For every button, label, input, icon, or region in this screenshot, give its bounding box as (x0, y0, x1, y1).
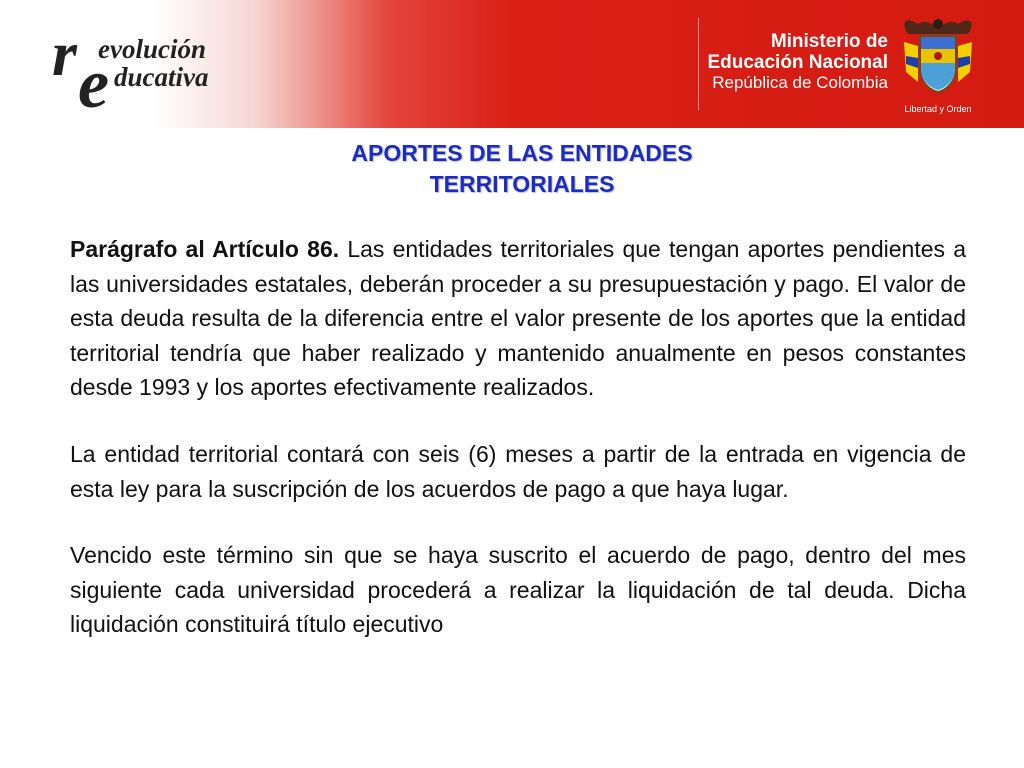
paragraph-2: La entidad territorial contará con seis (6) meses a partir de la entrada en vigencia de esta ley para la suscripción de los acuerdos de pago a que haya lugar. (70, 440, 966, 502)
paragraph-1 (70, 232, 966, 405)
revolucion-educativa-logo (52, 18, 272, 123)
slide-title (0, 138, 1024, 200)
slide-body (70, 232, 966, 674)
title-line-2: TERRITORIALES (429, 171, 615, 197)
title-line-1: APORTES DE LAS ENTIDADES (351, 140, 693, 166)
colombia-coat-of-arms-icon (898, 12, 978, 96)
header-divider (698, 18, 699, 110)
header-banner (0, 0, 1024, 128)
ministry-line-3: República de Colombia (712, 72, 888, 92)
crest-motto: Libertad y Orden (904, 104, 972, 114)
paragraph-1-heading: Parágrafo al Artículo 86. (70, 236, 340, 262)
paragraph-3: Vencido este término sin que se haya suscrito el acuerdo de pago, dentro del mes siguiente cada universidad procederá a realizar la liquidación de tal deuda. Dicha liquidación constituirá título ejecutivo (70, 542, 966, 638)
logo-letter-r: r (52, 18, 77, 89)
logo-word-revolucion: evolución (98, 34, 206, 64)
ministry-line-2: Educación Nacional (707, 51, 888, 73)
ministry-name (707, 32, 888, 92)
ministry-line-1: Ministerio de (770, 31, 888, 52)
paragraph-1-text: Las entidades territoriales que tengan aportes pendientes a las universidades estatales, deberán proceder a su presupuestación y pago. El valor de esta deuda resulta de la diferencia entre el valor presente de los aportes que la entidad territorial tendría que haber realizado y mantenido anualmente en pesos constantes desde 1993 y los aportes efectivamente realizados. (70, 236, 966, 401)
logo-letter-e: e (78, 46, 110, 123)
logo-word-educativa: ducativa (114, 62, 209, 92)
